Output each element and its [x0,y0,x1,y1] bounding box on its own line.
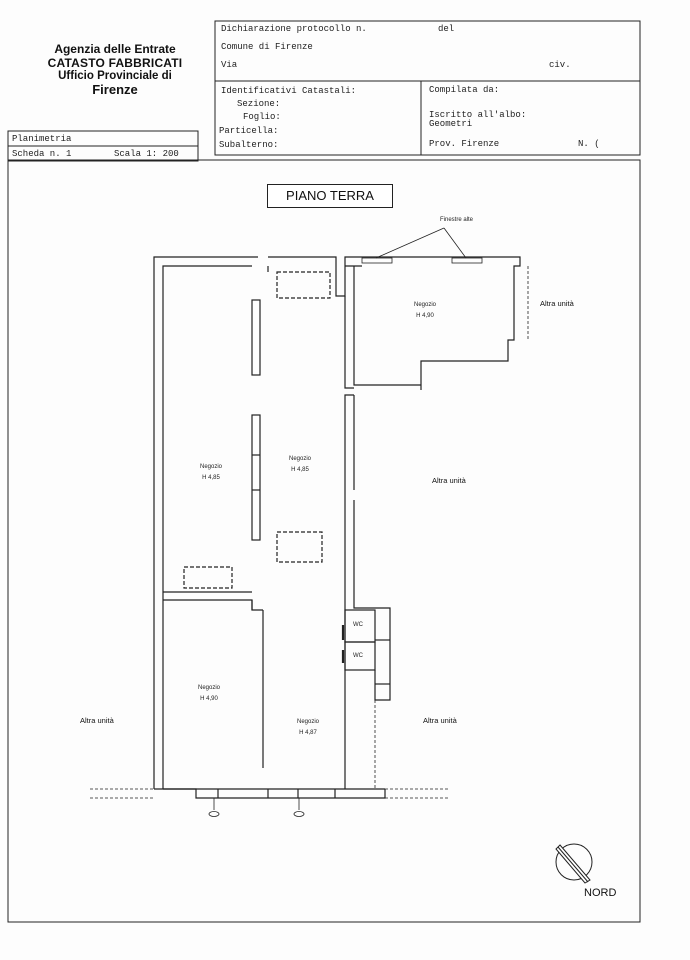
north-arrow-icon [556,844,592,883]
other-unit-label: Altra unità [540,299,574,308]
room-label: Negozio H 4,85 [199,464,222,481]
catasto-title: CATASTO FABBRICATI [47,56,183,70]
north-label: NORD [584,887,617,899]
other-unit-label: Altra unità [432,476,466,485]
compilata-label: Compilata da: [429,85,500,95]
iscritto-label: Iscritto all'albo: [429,110,527,120]
room-label: Negozio H 4,87 [296,719,319,736]
scala-label: Scala 1: 200 [114,149,179,159]
room-label: Negozio H 4,90 [413,302,436,319]
floor-plan [90,257,528,798]
planimetria-label: Planimetria [12,134,72,144]
n-label: N. ( [578,139,600,149]
scheda-label: Scheda n. 1 [12,149,72,159]
dichiarazione-label: Dichiarazione protocollo n. [221,24,367,34]
particella-label: Particella: [219,126,279,136]
comune-label: Comune di Firenze [221,42,313,52]
agency-name: Agenzia delle Entrate [54,42,176,56]
high-windows-label: Finestre alte [440,217,474,223]
subalterno-label: Subalterno: [219,140,279,150]
other-unit-label: Altra unità [423,716,457,725]
floor-title: PIANO TERRA [267,184,393,208]
civ-label: civ. [549,60,571,70]
via-label: Via [221,60,238,70]
foglio-label: Foglio: [243,112,281,122]
room-label: Negozio H 4,85 [288,456,311,473]
del-label: del [438,24,455,34]
high-windows [362,228,482,263]
ufficio-label: Ufficio Provinciale di [58,70,172,82]
wc-label: WC [353,622,363,628]
sezione-label: Sezione: [237,99,281,109]
identificativi-label: Identificativi Catastali: [221,86,357,96]
other-unit-label: Altra unità [80,716,114,725]
room-label: Negozio H 4,90 [197,685,220,702]
geometri-label: Geometri [429,119,473,129]
prov-label: Prov. Firenze [429,139,500,149]
wc-label: WC [353,653,363,659]
city-label: Firenze [92,82,138,97]
